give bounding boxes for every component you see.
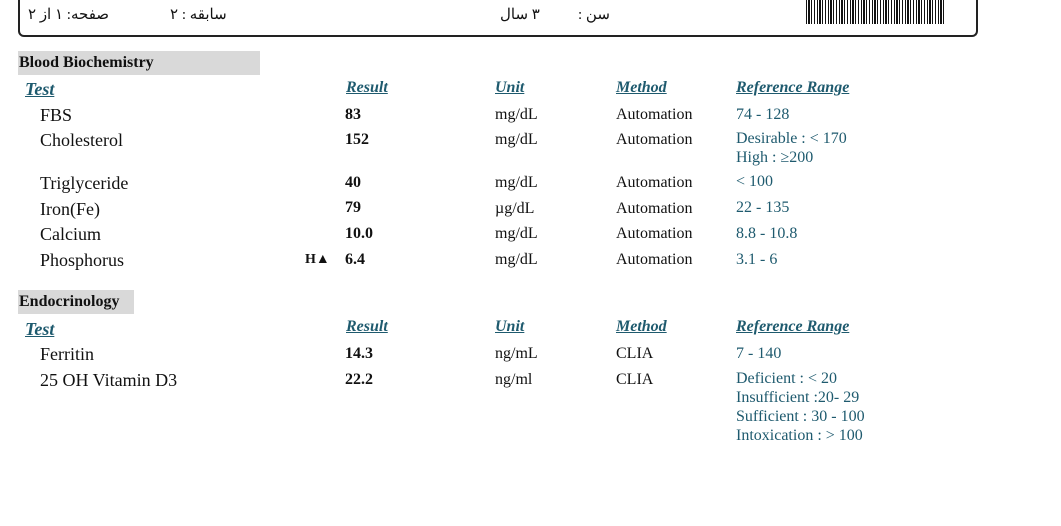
test-unit: mg/dL [495,251,538,268]
test-result: 152 [345,131,369,148]
test-result: 79 [345,199,361,216]
test-unit: mg/dL [495,106,538,123]
test-name: Ferritin [40,344,94,364]
reference-range: < 100 [736,173,774,190]
col-head-result: Result [346,318,388,335]
reference-range: Insufficient :20- 29 [736,389,860,406]
col-head-result: Result [346,79,388,96]
report-header [18,0,978,37]
test-unit: mg/dL [495,131,538,148]
section-title-biochemistry: Blood Biochemistry [18,51,260,75]
test-unit: ng/ml [495,371,533,388]
col-head-method: Method [616,79,667,96]
reference-range: High : ≥200 [736,149,814,166]
test-method: Automation [616,106,693,123]
test-unit: mg/dL [495,225,538,242]
reference-range: 74 - 128 [736,106,790,123]
test-unit: µg/dL [495,200,535,217]
col-head-test: Test [25,319,55,339]
test-method: CLIA [616,345,654,362]
test-name: FBS [40,105,73,125]
test-unit: ng/mL [495,345,538,362]
test-method: Automation [616,174,693,191]
test-method: Automation [616,225,693,242]
test-result: 40 [345,174,361,191]
test-method: Automation [616,200,693,217]
col-head-reference: Reference Range [736,318,850,335]
col-head-reference: Reference Range [736,79,850,96]
test-name: 25 OH Vitamin D3 [40,370,178,390]
test-result: 22.2 [345,371,373,388]
test-result: 6.4 [345,251,365,268]
reference-range: Desirable : < 170 [736,130,847,147]
barcode [806,0,944,24]
col-head-test: Test [25,79,55,99]
test-method: CLIA [616,371,654,388]
test-name: Cholesterol [40,130,123,150]
reference-range: Intoxication : > 100 [736,427,863,444]
page-number: صفحه: ۱ از ۲ [28,7,110,23]
test-result: 10.0 [345,225,373,242]
col-head-method: Method [616,318,667,335]
history-number: سابقه : ۲ [170,7,227,23]
test-method: Automation [616,131,693,148]
reference-range: Deficient : < 20 [736,370,837,387]
reference-range: 22 - 135 [736,199,790,216]
test-name: Calcium [40,224,101,244]
reference-range: Sufficient : 30 - 100 [736,408,865,425]
test-result: 14.3 [345,345,373,362]
reference-range: 7 - 140 [736,345,782,362]
reference-range: 3.1 - 6 [736,251,778,268]
high-flag: H▲ [305,252,330,267]
test-method: Automation [616,251,693,268]
test-result: 83 [345,106,361,123]
test-unit: mg/dL [495,174,538,191]
section-title-endocrinology: Endocrinology [18,290,134,314]
col-head-unit: Unit [495,79,525,96]
age-value: ۳ سال [500,7,540,23]
test-name: Phosphorus [40,250,125,270]
col-head-unit: Unit [495,318,525,335]
test-name: Iron(Fe) [40,199,100,219]
test-name: Triglyceride [40,173,129,193]
reference-range: 8.8 - 10.8 [736,225,798,242]
age-label: سن : [578,7,610,23]
